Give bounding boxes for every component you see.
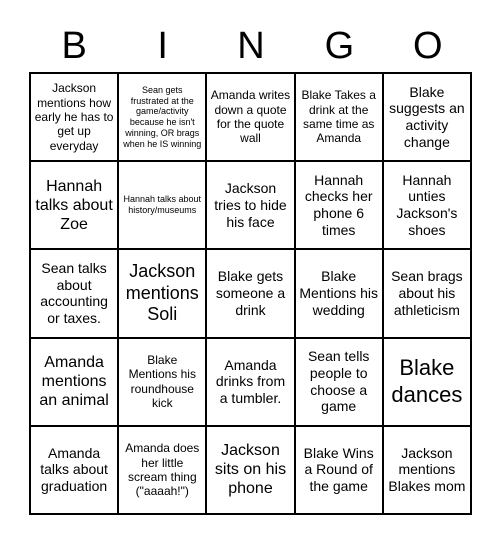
bingo-cell[interactable]: Sean brags about his athleticism [383, 249, 471, 337]
bingo-cell[interactable]: Jackson sits on his phone [206, 426, 294, 514]
bingo-cell[interactable]: Blake dances [383, 338, 471, 426]
header-letter-i: I [157, 25, 168, 67]
bingo-cell[interactable]: Hannah unties Jackson's shoes [383, 161, 471, 249]
bingo-cell[interactable]: Hannah checks her phone 6 times [295, 161, 383, 249]
header-letter-o: O [413, 25, 443, 67]
bingo-cell[interactable]: Blake Mentions his roundhouse kick [118, 338, 206, 426]
bingo-cell[interactable]: Amanda drinks from a tumbler. [206, 338, 294, 426]
bingo-cell[interactable]: Amanda writes down a quote for the quote wall [206, 73, 294, 161]
bingo-header [30, 18, 472, 74]
bingo-cell[interactable]: Sean gets frustrated at the game/activity because he isn't winning, OR brags when he IS winning [118, 73, 206, 161]
bingo-cell[interactable]: Sean talks about accounting or taxes. [30, 249, 118, 337]
bingo-cell[interactable]: Amanda talks about graduation [30, 426, 118, 514]
bingo-cell[interactable]: Jackson mentions Soli [118, 249, 206, 337]
header-letter-g: G [324, 25, 355, 67]
bingo-cell[interactable]: Jackson mentions Blakes mom [383, 426, 471, 514]
header-letter-n: N [237, 25, 265, 67]
bingo-cell[interactable]: Hannah talks about history/museums [118, 161, 206, 249]
header-letter-b: B [61, 25, 87, 67]
bingo-cell[interactable]: Sean tells people to choose a game [295, 338, 383, 426]
bingo-cell[interactable]: Blake Takes a drink at the same time as Amanda [295, 73, 383, 161]
bingo-cell[interactable]: Hannah talks about Zoe [30, 161, 118, 249]
bingo-cell[interactable]: Jackson tries to hide his face [206, 161, 294, 249]
bingo-grid [29, 72, 472, 515]
bingo-cell[interactable]: Blake Wins a Round of the game [295, 426, 383, 514]
bingo-cell[interactable]: Blake gets someone a drink [206, 249, 294, 337]
bingo-cell[interactable]: Blake Mentions his wedding [295, 249, 383, 337]
bingo-cell[interactable]: Jackson mentions how early he has to get up everyday [30, 73, 118, 161]
bingo-cell[interactable]: Blake suggests an activity change [383, 73, 471, 161]
bingo-cell[interactable]: Amanda does her little scream thing ("aaaah!") [118, 426, 206, 514]
bingo-cell[interactable]: Amanda mentions an animal [30, 338, 118, 426]
